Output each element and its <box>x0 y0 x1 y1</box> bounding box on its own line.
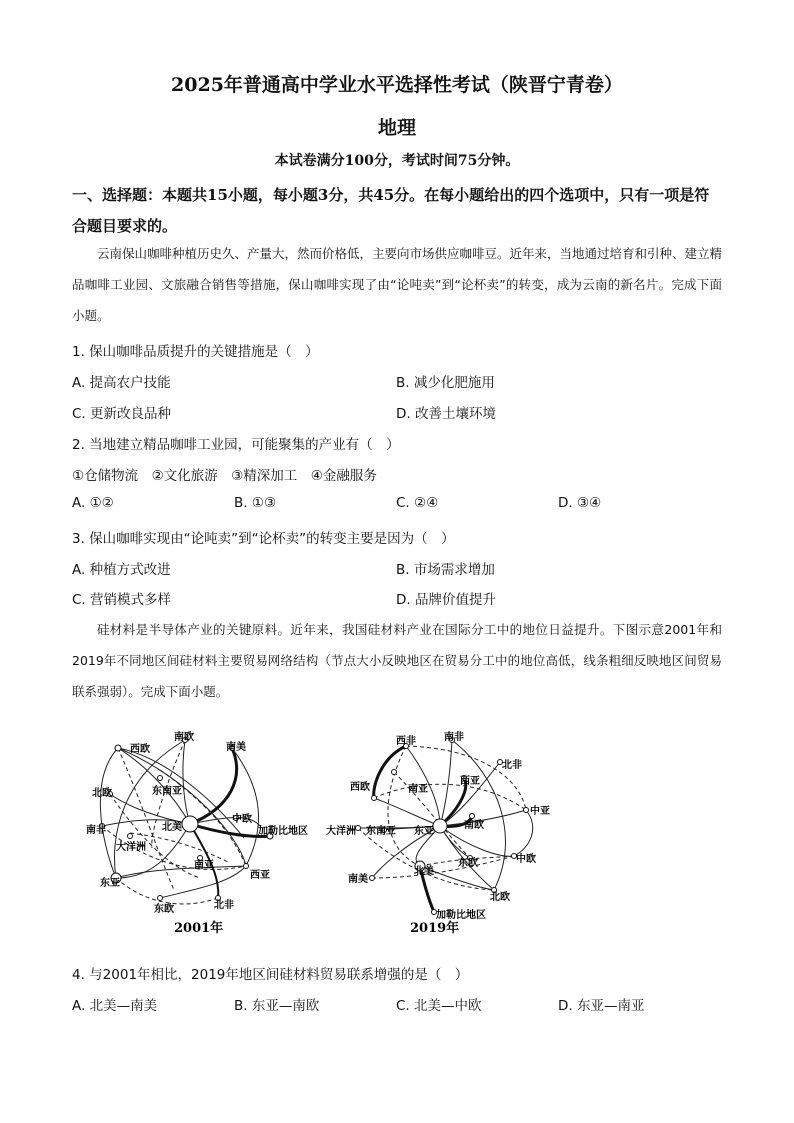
trade-network-figure <box>0 718 794 968</box>
label-2001-dayangzhou: 大洋洲 <box>116 842 146 853</box>
label-2019-nanou: 南欧 <box>464 820 484 831</box>
caption-2001: 2001年 <box>174 921 224 936</box>
label-2019-zhongya: 中亚 <box>530 806 550 817</box>
label-2019-dongou: 东欧 <box>458 858 478 869</box>
q2-option-a[interactable]: A. ①② <box>72 495 114 511</box>
question-3-stem: 3. 保山咖啡实现由“论吨卖”到“论杯卖”的转变主要是因为（ ） <box>72 531 455 547</box>
label-2019-dongya: 东亚 <box>414 826 434 837</box>
question-2-items: ①仓储物流 ②文化旅游 ③精深加工 ④金融服务 <box>72 468 377 484</box>
section-heading: 一、选择题：本题共15小题，每小题3分，共45分。在每小题给出的四个选项中，只有一项是符合题目要求的。 <box>72 186 710 235</box>
label-2001-xiou: 西欧 <box>130 744 150 755</box>
question-1-stem: 1. 保山咖啡品质提升的关键措施是（ ） <box>72 344 319 360</box>
label-2001-nanya: 南亚 <box>194 860 214 871</box>
network-2001 <box>86 730 308 936</box>
label-2001-nanou: 南欧 <box>174 732 194 743</box>
q4-option-a[interactable]: A. 北美—南美 <box>72 998 158 1014</box>
q1-option-c[interactable]: C. 更新改良品种 <box>72 406 172 422</box>
passage-coffee: 云南保山咖啡种植历史久、产量大，然而价格低，主要向市场供应咖啡豆。近年来，当地通过培育和引种、建立精品咖啡工业园、文旅融合销售等措施，保山咖啡实现了由“论吨卖”到“论杯卖”的转变，成为云南的新名片。完成下面小题。 <box>72 246 723 323</box>
q1-option-a[interactable]: A. 提高农户技能 <box>72 375 171 391</box>
label-2001-nanfei: 南非 <box>86 825 106 836</box>
q1-option-d[interactable]: D. 改善土壤环境 <box>396 406 496 422</box>
passage-silicon: 硅材料是半导体产业的关键原料。近年来，我国硅材料产业在国际分工中的地位日益提升。下图示意2001年和2019年不同地区间硅材料主要贸易网络结构（节点大小反映地区在贸易分工中的地位高低，线条粗细反映地区间贸易联系强弱）。完成下面小题。 <box>72 622 722 699</box>
q2-option-b[interactable]: B. ①③ <box>234 495 277 511</box>
exam-note: 本试卷满分100分，考试时间75分钟。 <box>274 153 520 169</box>
question-4-stem: 4. 与2001年相比，2019年地区间硅材料贸易联系增强的是（ ） <box>72 967 469 983</box>
label-2019-jialebi: 加勒比地区 <box>436 910 486 921</box>
q2-option-d[interactable]: D. ③④ <box>558 495 602 511</box>
label-2001-beimei: 北美 <box>162 822 182 833</box>
q3-option-a[interactable]: A. 种植方式改进 <box>72 562 171 578</box>
q4-option-c[interactable]: C. 北美—中欧 <box>396 998 482 1014</box>
q3-option-d[interactable]: D. 品牌价值提升 <box>396 592 496 608</box>
label-2019-xiou: 西欧 <box>350 782 370 793</box>
label-2019-beifei: 北非 <box>502 760 522 771</box>
label-2019-xiya: 西亚 <box>460 776 480 787</box>
label-2001-dongou: 东欧 <box>154 904 174 915</box>
label-2019-zhongou: 中欧 <box>516 854 536 865</box>
label-2001-dongnanya: 东南亚 <box>152 786 182 797</box>
q4-option-d[interactable]: D. 东亚—南亚 <box>558 998 645 1014</box>
label-2019-dayangzhou: 大洋洲 <box>326 826 356 837</box>
label-2019-nanfei: 南非 <box>444 732 464 743</box>
label-2019-beimei: 北美 <box>414 866 434 877</box>
q2-option-c[interactable]: C. ②④ <box>396 495 439 511</box>
label-2019-nanmei: 南美 <box>348 874 368 885</box>
label-2001-nanmei: 南美 <box>226 742 246 753</box>
q3-option-c[interactable]: C. 营销模式多样 <box>72 592 172 608</box>
network-2019 <box>326 730 550 936</box>
exam-title: 2025年普通高中学业水平选择性考试（陕晋宁青卷） <box>171 74 623 96</box>
label-2001-jialebi: 加勒比地区 <box>258 826 308 837</box>
label-2019-nanya: 南亚 <box>408 784 428 795</box>
label-2001-beifei: 北非 <box>214 900 234 911</box>
q1-option-b[interactable]: B. 减少化肥施用 <box>396 375 495 391</box>
question-2-stem: 2. 当地建立精品咖啡工业园，可能聚集的产业有（ ） <box>72 437 400 453</box>
label-2001-xiya: 西亚 <box>250 870 270 881</box>
q4-option-b[interactable]: B. 东亚—南欧 <box>234 998 320 1014</box>
label-2019-xifei: 西非 <box>396 736 416 747</box>
label-2019-dongnanya: 东南亚 <box>366 826 396 837</box>
exam-subject: 地理 <box>377 117 416 139</box>
label-2001-beiou: 北欧 <box>92 788 112 799</box>
label-2001-zhongou: 中欧 <box>232 814 252 825</box>
label-2019-beiou: 北欧 <box>490 892 510 903</box>
q3-option-b[interactable]: B. 市场需求增加 <box>396 562 495 578</box>
label-2001-dongya: 东亚 <box>100 878 120 889</box>
caption-2019: 2019年 <box>410 921 460 936</box>
